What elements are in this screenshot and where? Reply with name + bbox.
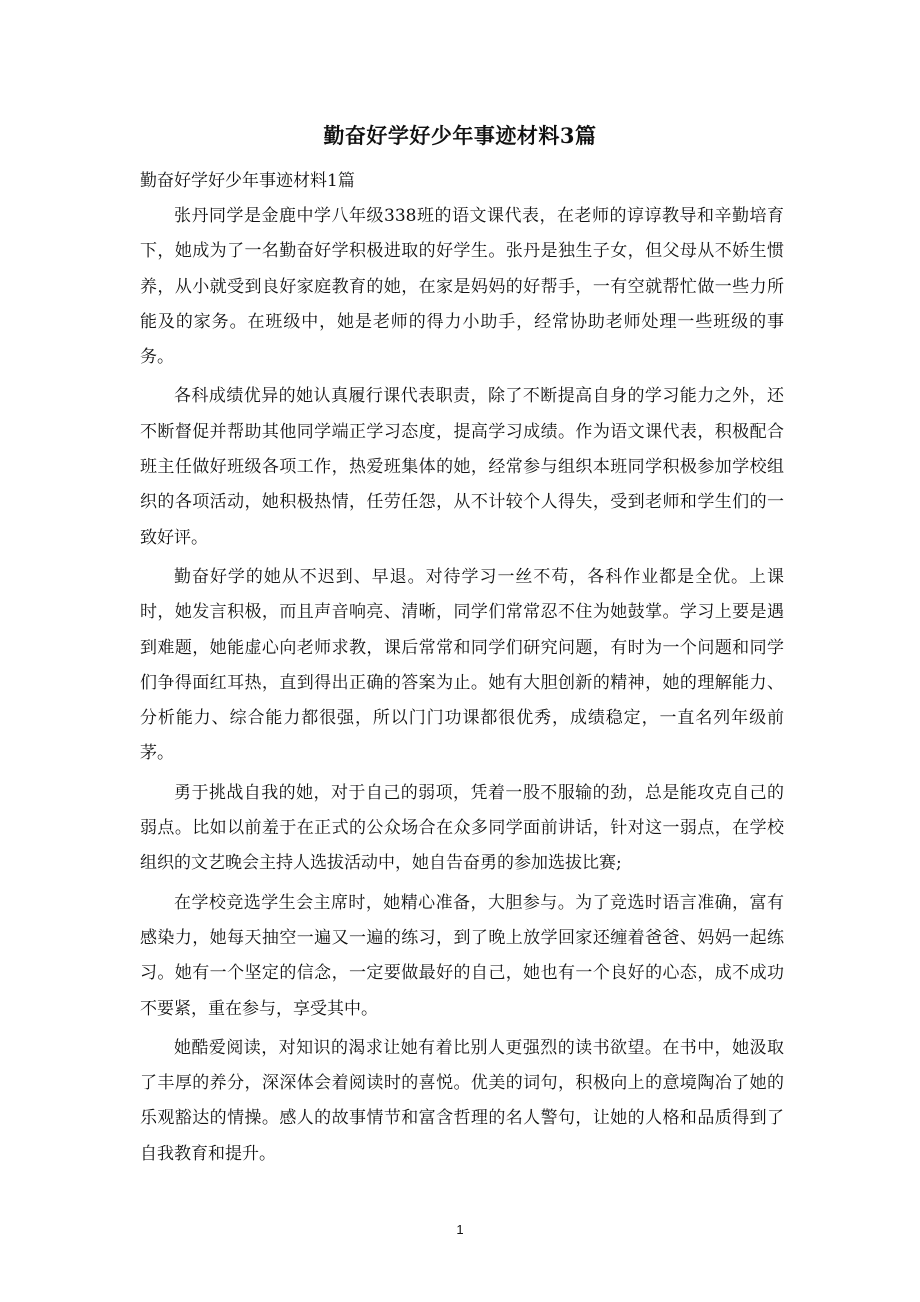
paragraph: 各科成绩优异的她认真履行课代表职责，除了不断提高自身的学习能力之外，还不断督促并帮助其他同学端正学习态度，提高学习成绩。作为语文课代表，积极配合班主任做好班级各项工作，热爱班集体的她，经常参与组织本班同学积极参加学校组织的各项活动，她积极热情，任劳任怨，从不计较个人得失，受到老师和学生们的一致好评。 [140, 386, 784, 548]
paragraph: 勇于挑战自我的她，对于自己的弱项，凭着一股不服输的劲，总是能攻克自己的弱点。比如以前羞于在正式的公众场合在众多同学面前讲话，针对这一弱点，在学校组织的文艺晚会主持人选拔活动中，她自告奋勇的参加选拔比赛; [140, 782, 784, 874]
paragraph: 张丹同学是金鹿中学八年级338班的语文课代表，在老师的谆谆教导和辛勤培育下，她成为了一名勤奋好学积极进取的好学生。张丹是独生子女，但父母从不娇生惯养，从小就受到良好家庭教育的她，在家是妈妈的好帮手，一有空就帮忙做一些力所能及的家务。在班级中，她是老师的得力小助手，经常协助老师处理一些班级的事务。 [140, 206, 784, 368]
document-title: 勤奋好学好少年事迹材料3篇 [323, 123, 597, 148]
page-number: 1 [456, 1222, 464, 1237]
paragraph: 她酷爱阅读，对知识的渴求让她有着比别人更强烈的读书欲望。在书中，她汲取了丰厚的养分，深深体会着阅读时的喜悦。优美的词句，积极向上的意境陶冶了她的乐观豁达的情操。感人的故事情节和富含哲理的名人警句，让她的人格和品质得到了自我教育和提升。 [140, 1037, 784, 1164]
document-subtitle: 勤奋好学好少年事迹材料1篇 [140, 171, 355, 191]
document-body [140, 199, 784, 1176]
paragraph: 在学校竞选学生会主席时，她精心准备，大胆参与。为了竞选时语言准确，富有感染力，她每天抽空一遍又一遍的练习，到了晚上放学回家还缠着爸爸、妈妈一起练习。她有一个坚定的信念，一定要做最好的自己，她也有一个良好的心态，成不成功不要紧，重在参与，享受其中。 [140, 892, 784, 1019]
paragraph: 勤奋好学的她从不迟到、早退。对待学习一丝不苟，各科作业都是全优。上课时，她发言积极，而且声音响亮、清晰，同学们常常忍不住为她鼓掌。学习上要是遇到难题，她能虚心向老师求教，课后常常和同学们研究问题，有时为一个问题和同学们争得面红耳热，直到得出正确的答案为止。她有大胆创新的精神，她的理解能力、分析能力、综合能力都很强，所以门门功课都很优秀，成绩稳定，一直名列年级前茅。 [140, 566, 784, 764]
